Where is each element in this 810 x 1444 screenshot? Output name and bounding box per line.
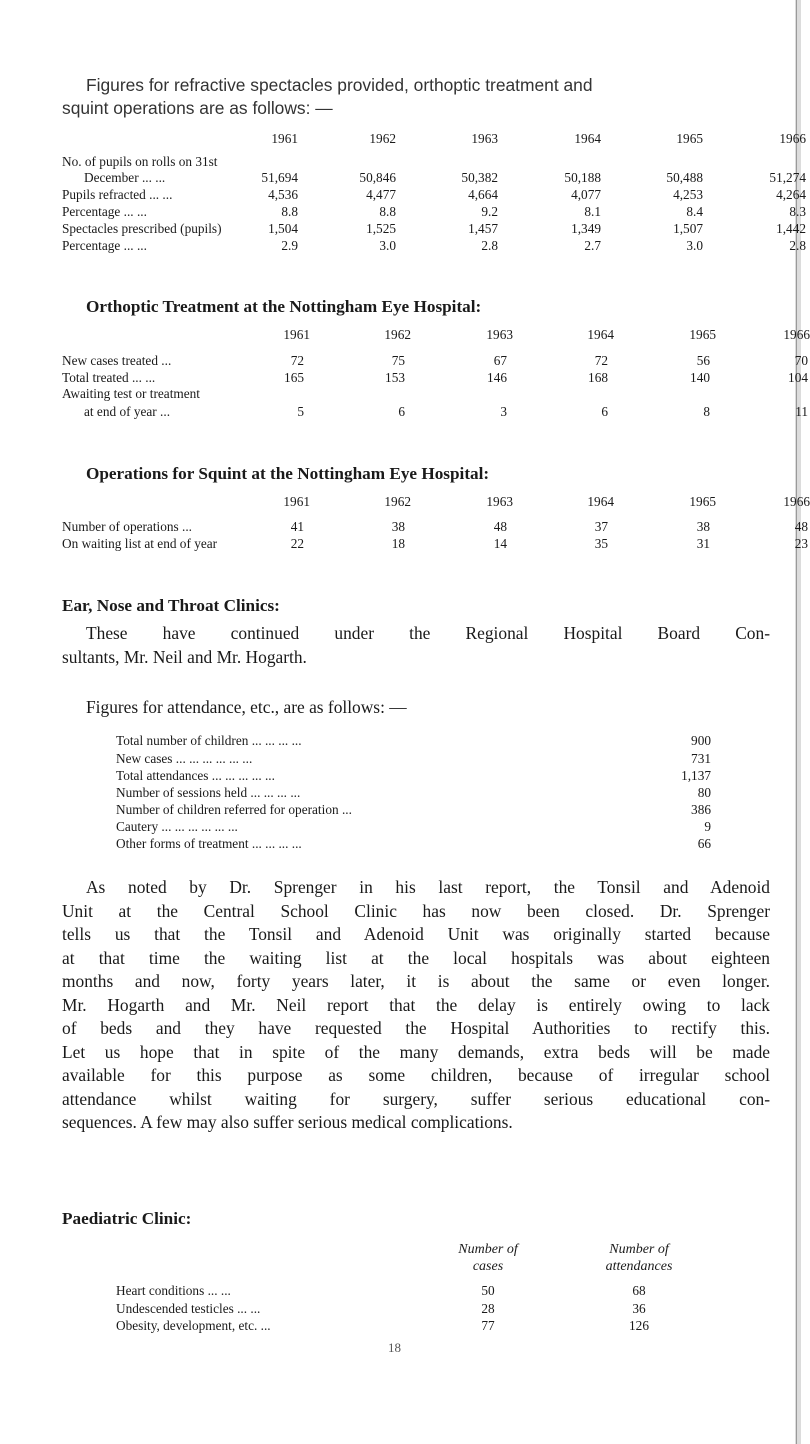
cell: 140 (690, 370, 710, 385)
attendance-value: 9 (704, 819, 711, 834)
attendance-value: 66 (697, 836, 711, 851)
cell: 8.8 (379, 204, 396, 219)
cell: 4,077 (571, 187, 601, 202)
row-label: Percentage ... ... (62, 204, 147, 219)
year-header: 1963 (486, 327, 513, 342)
year-header: 1962 (369, 131, 396, 146)
column-header: cases (472, 1259, 504, 1274)
cell: 2.9 (281, 238, 298, 253)
cell: 2.7 (584, 238, 601, 253)
cell: 5 (297, 404, 304, 419)
cell: 2.8 (481, 238, 498, 253)
cell: 6 (601, 404, 608, 419)
year-header: 1964 (587, 327, 614, 342)
cell: 1,349 (571, 221, 601, 236)
cell: 8.4 (686, 204, 703, 219)
attendance-label: Total number of children ... ... ... ... (116, 733, 302, 748)
paragraph-line: of beds and they have requested the Hospital Authorities to rectify this. (62, 1018, 770, 1038)
cell: 9.2 (481, 204, 498, 219)
year-header: 1965 (689, 327, 716, 342)
attendance-label: Total attendances ... ... ... ... ... (116, 768, 275, 783)
paragraph-line: sequences. A few may also suffer serious medical complications. (62, 1112, 513, 1132)
year-header: 1966 (779, 131, 806, 146)
cell: 4,253 (673, 187, 703, 202)
cell: 146 (487, 370, 507, 385)
ent-paragraph-line: These have continued under the Regional Hospital Board Con- (86, 623, 770, 643)
cell: 1,457 (468, 221, 498, 236)
row-label: Pupils refracted ... ... (62, 187, 173, 202)
cell: 11 (795, 404, 808, 419)
cell: 56 (696, 353, 710, 368)
cell: 50 (481, 1283, 495, 1298)
cell: 1,504 (268, 221, 298, 236)
year-header: 1962 (384, 327, 411, 342)
cell: 31 (696, 536, 710, 551)
attendance-value: 1,137 (681, 768, 711, 783)
cell: 51,274 (769, 170, 806, 185)
cell: 1,525 (366, 221, 396, 236)
row-label: Percentage ... ... (62, 238, 147, 253)
cell: 77 (481, 1318, 495, 1333)
paragraph-line: months and now, forty years later, it is about the same or even longer. (62, 971, 770, 991)
cell: 6 (398, 404, 405, 419)
orthoptic-heading: Orthoptic Treatment at the Nottingham Eye Hospital: (86, 297, 482, 316)
cell: 23 (794, 536, 808, 551)
cell: 18 (391, 536, 405, 551)
paragraph-line: attendance whilst waiting for surgery, suffer serious educational con- (62, 1088, 770, 1109)
cell: 68 (632, 1283, 646, 1298)
row-label: Spectacles prescribed (pupils) (62, 221, 222, 236)
year-header: 1962 (384, 494, 411, 509)
cell: 4,536 (268, 187, 298, 202)
cell: 38 (391, 519, 405, 534)
cell: 67 (493, 353, 507, 368)
row-label: Obesity, development, etc. ... (116, 1318, 271, 1333)
column-header: Number of (609, 1242, 669, 1257)
year-header: 1961 (271, 131, 298, 146)
attendance-value: 80 (697, 785, 711, 800)
cell: 8.8 (281, 204, 298, 219)
row-label: Total treated ... ... (62, 370, 156, 385)
cell: 4,664 (468, 187, 498, 202)
year-header: 1966 (783, 494, 810, 509)
attendance-label: Other forms of treatment ... ... ... ... (116, 836, 302, 851)
cell: 8.1 (584, 204, 601, 219)
attendance-value: 900 (691, 733, 711, 748)
intro-line-1: Figures for refractive spectacles provided, orthoptic treatment and (86, 75, 593, 95)
tonsil-paragraph (62, 876, 770, 1135)
cell: 4,477 (366, 187, 396, 202)
cell: 37 (594, 519, 608, 534)
paragraph-line: tells us that the Tonsil and Adenoid Unit was originally started because (62, 924, 770, 944)
year-header: 1964 (587, 494, 614, 509)
column-header: attendances (605, 1259, 673, 1274)
cell: 4,264 (776, 187, 806, 202)
paragraph-line: Mr. Hogarth and Mr. Neil report that the delay is entirely owing to lack (62, 994, 770, 1015)
attendance-label: Number of sessions held ... ... ... ... (116, 785, 301, 800)
cell: 14 (493, 536, 507, 551)
cell: 41 (290, 519, 304, 534)
cell: 50,488 (666, 170, 703, 185)
row-label: On waiting list at end of year (62, 536, 218, 551)
cell: 8 (703, 404, 710, 419)
cell: 75 (391, 353, 405, 368)
cell: 168 (588, 370, 608, 385)
page-number: 18 (388, 1340, 401, 1355)
cell: 1,442 (776, 221, 806, 236)
attendance-label: Number of children referred for operation ... (116, 802, 352, 817)
year-header: 1961 (283, 327, 310, 342)
row-label: New cases treated ... (62, 353, 172, 368)
attendance-value: 386 (691, 802, 711, 817)
year-header: 1963 (471, 131, 498, 146)
year-header: 1965 (689, 494, 716, 509)
year-header: 1963 (486, 494, 513, 509)
row-label: Heart conditions ... ... (116, 1283, 231, 1298)
attendance-value: 731 (691, 751, 711, 766)
year-header: 1965 (676, 131, 703, 146)
intro-line-2: squint operations are as follows: — (62, 98, 333, 118)
cell: 165 (284, 370, 304, 385)
cell: 35 (594, 536, 608, 551)
year-header: 1961 (283, 494, 310, 509)
cell: 3 (500, 404, 507, 419)
paragraph-line: Unit at the Central School Clinic has now been closed. Dr. Sprenger (62, 900, 770, 921)
cell: 51,694 (261, 170, 298, 185)
row-label: Undescended testicles ... ... (116, 1301, 261, 1316)
year-header: 1966 (783, 327, 810, 342)
cell: 70 (794, 353, 808, 368)
ent-paragraph (62, 622, 770, 669)
cell: 72 (290, 353, 304, 368)
year-header: 1964 (574, 131, 601, 146)
paragraph-line: available for this purpose as some children, because of irregular school (62, 1065, 770, 1085)
ent-heading: Ear, Nose and Throat Clinics: (62, 596, 280, 615)
attendance-intro: Figures for attendance, etc., are as follows: — (86, 697, 407, 717)
cell: 1,507 (673, 221, 703, 236)
row-label: at end of year ... (84, 404, 171, 419)
cell: 72 (594, 353, 608, 368)
cell: 2.8 (789, 238, 806, 253)
cell: 50,382 (461, 170, 498, 185)
paragraph-line: at that time the waiting list at the local hospitals was about eighteen (62, 947, 770, 968)
cell: 22 (290, 536, 304, 551)
cell: 3.0 (379, 238, 396, 253)
cell: 50,188 (564, 170, 601, 185)
row-label-line: Awaiting test or treatment (62, 386, 200, 401)
cell: 3.0 (686, 238, 703, 253)
cell: 28 (481, 1301, 495, 1316)
cell: 8.3 (789, 204, 806, 219)
paediatric-heading: Paediatric Clinic: (62, 1209, 192, 1228)
cell: 104 (788, 370, 808, 385)
cell: 36 (632, 1301, 646, 1316)
squint-heading: Operations for Squint at the Nottingham Eye Hospital: (86, 464, 490, 483)
cell: 126 (629, 1318, 649, 1333)
cell: 38 (696, 519, 710, 534)
paragraph-line: As noted by Dr. Sprenger in his last report, the Tonsil and Adenoid (86, 877, 770, 897)
attendance-label: New cases ... ... ... ... ... ... (116, 751, 253, 766)
row-label: Number of operations ... (62, 519, 192, 534)
cell: 48 (493, 519, 507, 534)
row-label: December ... ... (84, 170, 166, 185)
row-label-line: No. of pupils on rolls on 31st (62, 154, 218, 169)
ent-paragraph-line: sultants, Mr. Neil and Mr. Hogarth. (62, 646, 307, 667)
cell: 48 (794, 519, 808, 534)
column-header: Number of (458, 1242, 518, 1257)
cell: 50,846 (359, 170, 396, 185)
attendance-label: Cautery ... ... ... ... ... ... (116, 819, 238, 834)
paragraph-line: Let us hope that in spite of the many demands, extra beds will be made (62, 1041, 770, 1062)
cell: 153 (385, 370, 405, 385)
